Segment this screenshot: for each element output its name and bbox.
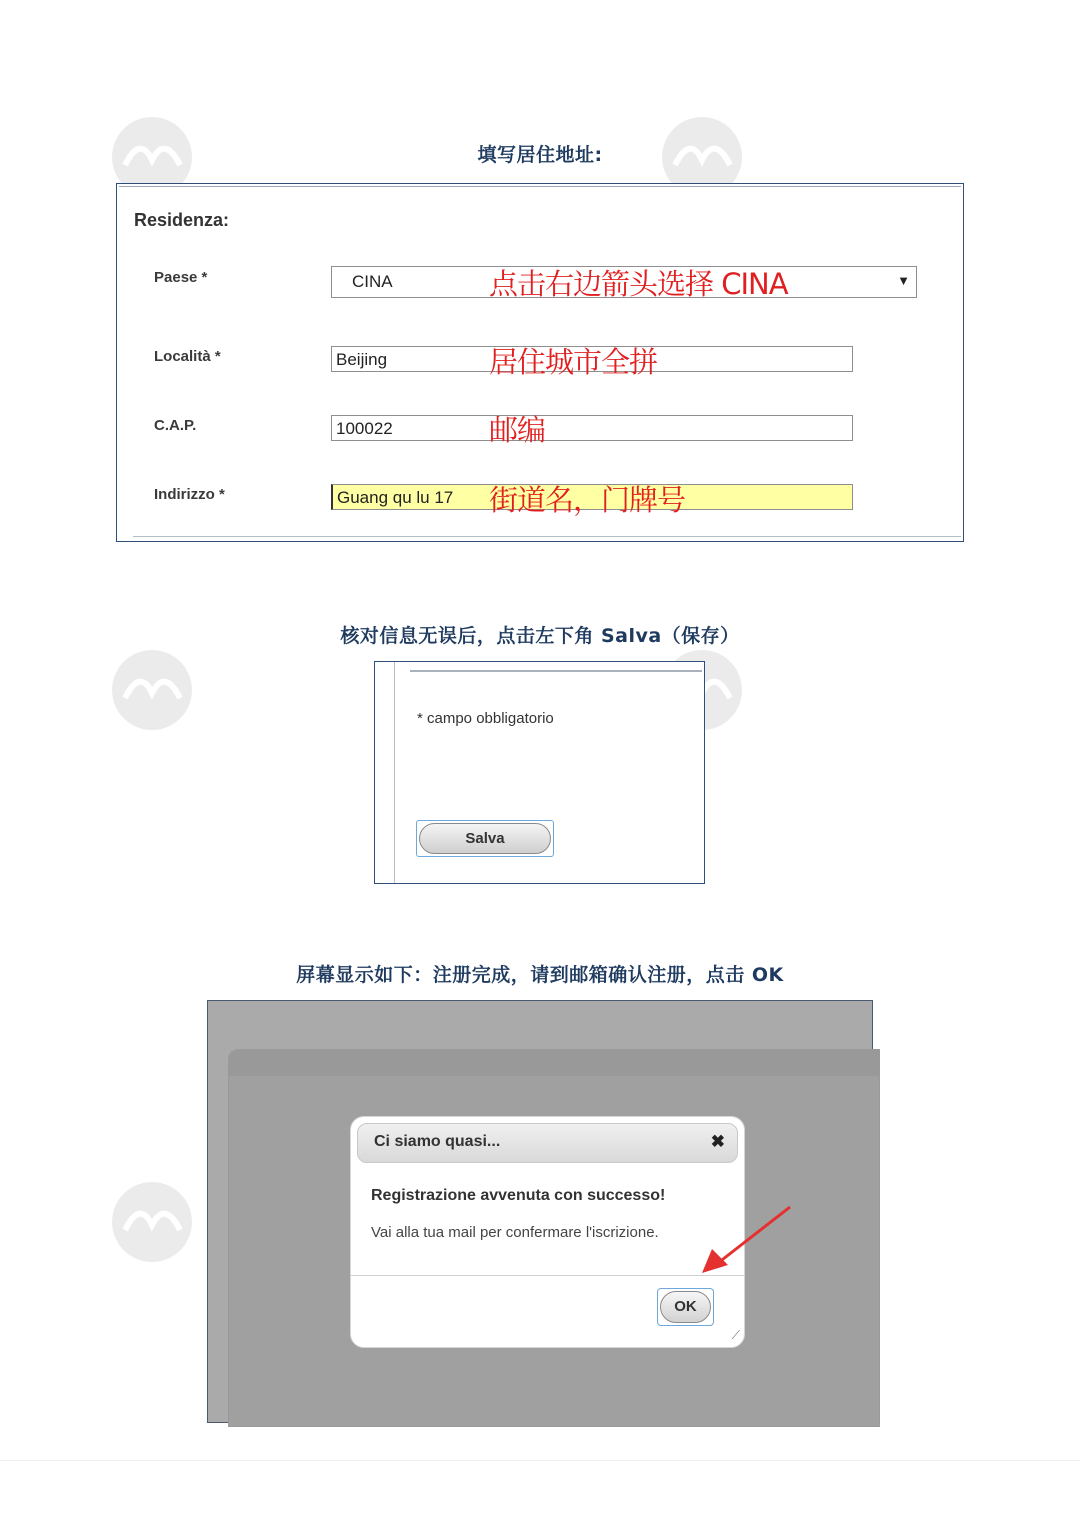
required-field-note: * campo obbligatorio xyxy=(417,710,554,727)
indirizzo-label: Indirizzo * xyxy=(154,486,225,503)
divider xyxy=(351,1275,744,1276)
cap-label: C.A.P. xyxy=(154,417,197,434)
salva-button[interactable]: Salva xyxy=(419,823,551,854)
confirmation-screenshot xyxy=(207,1000,873,1423)
paese-label: Paese * xyxy=(154,269,208,286)
divider xyxy=(119,186,961,187)
watermark-logo-icon xyxy=(110,1180,195,1265)
save-panel xyxy=(374,661,705,884)
cap-input[interactable]: 100022 xyxy=(331,415,853,441)
background-panel-header xyxy=(229,1050,879,1076)
cap-annotation: 邮编 xyxy=(489,413,546,447)
divider xyxy=(133,536,961,537)
residenza-legend: Residenza: xyxy=(134,210,230,230)
success-message: Registrazione avvenuta con successo! xyxy=(371,1187,666,1204)
paese-value: CINA xyxy=(352,272,393,291)
indirizzo-input[interactable]: Guang qu lu 17 xyxy=(331,484,853,510)
resize-handle-icon[interactable]: ⟋ xyxy=(731,1328,740,1342)
localita-label: Località * xyxy=(154,348,221,365)
divider xyxy=(394,662,395,883)
section1-caption: 填写居住地址: xyxy=(477,144,603,166)
indirizzo-annotation: 街道名，门牌号 xyxy=(489,483,686,517)
dropdown-arrow-icon[interactable]: ▼ xyxy=(897,273,910,288)
confirm-email-message: Vai alla tua mail per confermare l'iscrizione. xyxy=(371,1224,659,1241)
ok-button[interactable]: OK xyxy=(660,1291,711,1323)
close-icon[interactable]: ✖ xyxy=(710,1132,725,1151)
red-arrow-icon xyxy=(698,1201,808,1281)
confirmation-dialog xyxy=(350,1116,745,1348)
dialog-title: Ci siamo quasi... xyxy=(374,1133,501,1150)
section2-caption: 核对信息无误后，点击左下角 Salva（保存） xyxy=(340,625,740,647)
localita-input[interactable]: Beijing xyxy=(331,346,853,372)
localita-annotation: 居住城市全拼 xyxy=(489,345,658,379)
section3-caption: 屏幕显示如下：注册完成，请到邮箱确认注册，点击 OK xyxy=(296,964,784,986)
dialog-title-bar xyxy=(357,1123,738,1163)
footer-divider xyxy=(0,1460,1080,1461)
paese-annotation: 点击右边箭头选择 CINA xyxy=(489,267,788,301)
divider xyxy=(410,670,702,672)
watermark-logo-icon xyxy=(110,648,195,733)
residenza-form-panel xyxy=(116,183,964,542)
